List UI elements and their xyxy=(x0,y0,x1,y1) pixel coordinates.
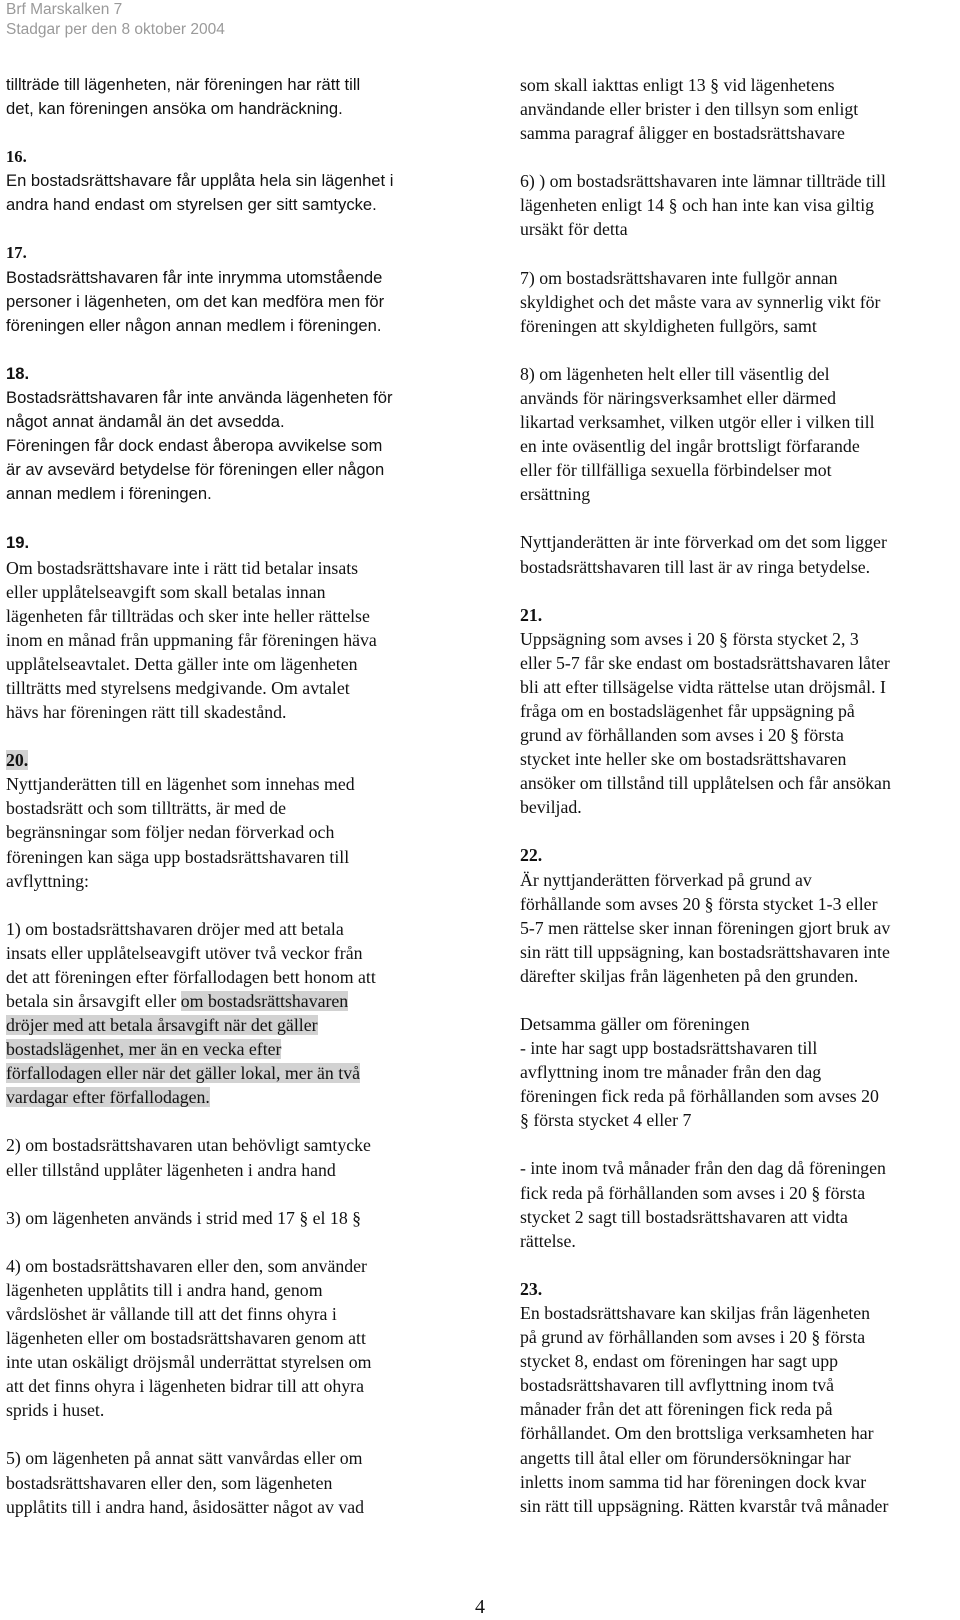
list-item-3: 3) om lägenheten används i strid med 17 § el 18 § xyxy=(6,1207,362,1228)
header-document-title: Stadgar per den 8 oktober 2004 xyxy=(6,21,225,38)
list-item-1: 1) om bostadsrättshavaren dröjer med att betala insats eller upplåtelseavgift utöver två veckor från det att föreningen efter förfallodagen bett honom att betala sin årsavgift eller om bostadsrättshavaren dröjer med att betala årsavgift när det gäller bostadslägenhet, mer än en vecka efter förfallodagen eller när det gäller lokal, mer än två vardagar efter förfallodagen. xyxy=(6,918,376,1108)
paragraph-continuation: tillträde till lägenheten, när föreningen har rätt till det, kan föreningen ansöka om handräckning. xyxy=(6,75,361,119)
list-item-4: 4) om bostadsrättshavaren eller den, som använder lägenheten upplåtits till i andra hand, genom vårdslöshet är vållande till att det finns ohyra i lägenheten eller om bostadsrättshavaren genom att inte utan oskäligt dröjsmål underrättat styrelsen om att det finns ohyra i lägenheten bidrar till att ohyra sprids i huset. xyxy=(6,1255,372,1421)
section-heading-17: 17. xyxy=(6,243,27,263)
left-column xyxy=(6,73,451,1543)
list-item-5-continued: som skall iakttas enligt 13 § vid lägenhetens användande eller brister i den tillsyn som enligt samma paragraf åligger en bostadsrättshavare xyxy=(520,75,859,144)
section-22: 22. Är nyttjanderätten förverkad på grund av förhållande som avses 20 § första stycket 1-3 eller 5-7 men rättelse sker innan föreningen gjort bruk av sin rätt till uppsägning, kan bostadsrättshavaren inte därefter skiljas från lägenheten på den grunden. xyxy=(520,845,891,986)
section-18: 18. Bostadsrättshavaren får inte använda lägenheten för något annat ändamål än det avsedda. Föreningen får dock endast åberopa avvikelse som är av avsevärd betydelse för föreningen eller någon annan medlem i föreningen. xyxy=(6,363,393,504)
section-17: 17. Bostadsrättshavaren får inte inrymma utomstående personer i lägenheten, om det kan medföra men för föreningen eller någon annan medlem i föreningen. xyxy=(6,243,385,335)
section-21: 21. Uppsägning som avses i 20 § första stycket 2, 3 eller 5-7 får ske endast om bostadsrättshavaren låter bli att efter tillsägelse vidta rättelse utan dröjsmål. I fråga om en bostadslägenhet får uppsägning på grund av förhållanden som avses i 20 § första stycket inte heller ske om bostadsrättshavaren ansöker om tillstånd till upplåtelsen och får ansökan beviljad. xyxy=(520,604,891,818)
section-19: 19. Om bostadsrättshavare inte i rätt tid betalar insats eller upplåtelseavgift som skall betalas innan lägenheten får tillträdas och sker inte heller rättelse inom en månad från uppmaning får föreningen häva upplåtelseavtalet. Detta gäller inte om lägenheten tillträtts med styrelsens medgivande. Om avtalet hävs har föreningen rätt till skadestånd. xyxy=(6,533,377,723)
section-16: 16. En bostadsrättshavare får upplåta hela sin lägenhet i andra hand endast om styrelsen ger sitt samtycke. xyxy=(6,147,394,215)
page-header xyxy=(6,0,225,40)
list-item-2: 2) om bostadsrättshavaren utan behövligt samtycke eller tillstånd upplåter lägenheten i andra hand xyxy=(6,1135,371,1180)
section-heading-21: 21. xyxy=(520,604,543,625)
section-heading-23: 23. xyxy=(520,1278,543,1299)
right-column xyxy=(520,73,956,1542)
paragraph-detsamma: Detsamma gäller om föreningen - inte har sagt upp bostadsrättshavaren till avflyttning inom tre månader från den dag föreningen fick reda på förhållanden som avses 20 § första stycket 4 eller 7 xyxy=(520,1014,879,1131)
section-20: 20. Nyttjanderätten till en lägenhet som innehas med bostadsrätt och som tillträtts, är med de begränsningar som följer nedan förverkad och föreningen kan säga upp bostadsrättshavaren till avflyttning: xyxy=(6,750,355,891)
header-association-name: Brf Marskalken 7 xyxy=(6,1,123,18)
section-heading-19: 19. xyxy=(6,533,30,553)
list-item-8: 8) om lägenheten helt eller till väsentlig del används för näringsverksamhet eller därmed likartad verksamhet, vilken utgör eller i vilken till en inte oväsentlig del ingår brottsligt förfarande eller för tillfälliga sexuella förbindelser mot ersättning xyxy=(520,363,875,505)
section-heading-16: 16. xyxy=(6,147,27,167)
list-item-5: 5) om lägenheten på annat sätt vanvårdas eller om bostadsrättshavaren eller den, som lägenheten upplåtits till i andra hand, åsidosätter något av vad xyxy=(6,1448,365,1517)
section-23: 23. En bostadsrättshavare kan skiljas från lägenheten på grund av förhållanden som avses i 20 § första stycket 8, endast om föreningen har sagt upp bostadsrättshavaren till avflyttning inom två månader från det att föreningen fick reda på förhållandet. Om den brottsliga verksamheten har angetts till åtal eller om förundersökningar har inletts inom samma tid har föreningen dock kvar sin rätt till uppsägning. Rätten kvarstår två månader xyxy=(520,1278,889,1516)
paragraph-inte-inom: - inte inom två månader från den dag då föreningen fick reda på förhållanden som avses i 20 § första stycket 2 sagt till bostadsrättshavaren att vidta rättelse. xyxy=(520,1158,886,1251)
section-heading-18: 18. xyxy=(6,363,30,383)
page-number: 4 xyxy=(475,1596,485,1618)
list-item-7: 7) om bostadsrättshavaren inte fullgör annan skyldighet och det måste vara av synnerlig vikt för föreningen att skyldigheten fullgörs, samt xyxy=(520,267,881,336)
section-heading-20: 20. xyxy=(6,750,29,771)
section-heading-22: 22. xyxy=(520,845,543,866)
paragraph-nyttjanderatten: Nyttjanderätten är inte förverkad om det som ligger bostadsrättshavaren till last är av ringa betydelse. xyxy=(520,532,887,577)
highlighted-text: om bostadsrättshavaren xyxy=(180,991,349,1011)
list-item-6: 6) ) om bostadsrättshavaren inte lämnar tillträde till lägenheten enligt 14 § och han inte kan visa giltig ursäkt för detta xyxy=(520,171,886,240)
